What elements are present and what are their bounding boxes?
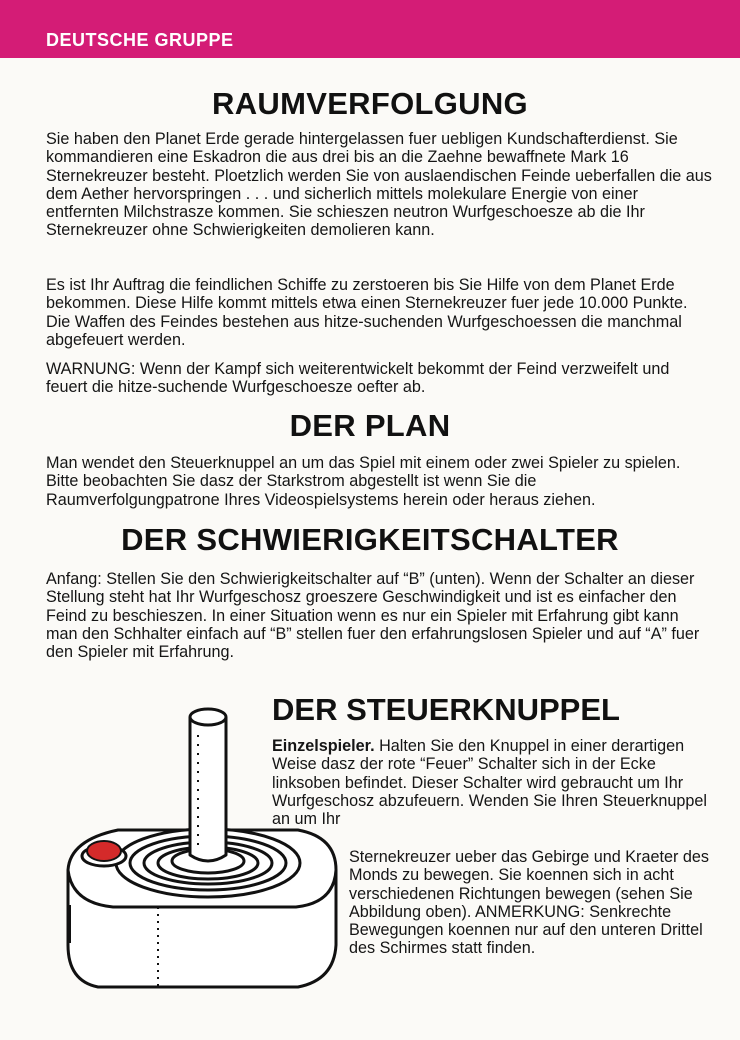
group-label: DEUTSCHE GRUPPE xyxy=(46,30,234,50)
single-player-paragraph xyxy=(272,737,712,828)
difficulty-paragraph: Anfang: Stellen Sie den Schwierigkeitschalter auf “B” (unten). Wenn der Schalter an dieser Stellung steht hat Ihr Wurfgeschosz groeszere Geschwindigkeit und ist es einfacher den Feind zu beschieszen. In einer Situation wenn es nur ein Spieler mit Erfahrung gibt kann man den Schhalter einfach auf “B” stellen fuer den erfahrungslosen Spieler und auf “A” fuer den Spieler mit Erfahrung. xyxy=(46,570,700,662)
fire-button-icon xyxy=(87,841,121,861)
intro-paragraph: Sie haben den Planet Erde gerade hintergelassen fuer uebligen Kundschafterdienst. Sie kommandieren eine Eskadron die aus drei bis an die Zaehne bewaffnete Mark 16 Sternekreuzer besteht. Ploetzlich werden Sie von auslaendischen Feinde ueberfallen die aus dem Aether hervorspringen . . . und sicherlich mittels molekulare Energie von einer entfernten Milchstrasze kommen. Sie schieszen neutron Wurfgeschoesze ab die Ihr Sternekreuzer ohne Schwierigkeiten demolieren kann. xyxy=(46,130,712,240)
single-player-text-top: Halten Sie den Knuppel in einer derartigen Weise dasz der rote “Feuer” Schalter sich in der Ecke linksoben befindet. Dieser Schalter wird gebraucht um Ihr Wurfgeschosz abzufeuern. Wenden Sie Ihren Steuerknuppel an um Ihr xyxy=(272,737,707,829)
plan-paragraph: Man wendet den Steuerknuppel an um das Spiel mit einem oder zwei Spieler zu spielen. Bitte beobachten Sie dasz der Starkstrom abgestellt ist wenn Sie die Raumverfolgungpatrone Ihres Videospielsystems herein oder heraus ziehen. xyxy=(46,454,681,509)
single-player-label: Einzelspieler. xyxy=(272,737,375,755)
single-player-text-bottom: Sternekreuzer ueber das Gebirge und Kraeter des Monds zu bewegen. Sie koennen sich in acht verschiedenen Richtungen bewegen (sehen Sie Abbildung oben). ANMERKUNG: Senkrechte Bewegungen koennen nur auf den unteren Drittel des Schirmes statt finden. xyxy=(349,848,709,958)
mission-paragraph: Es ist Ihr Auftrag die feindlichen Schiffe zu zerstoeren bis Sie Hilfe von dem Planet Erde bekommen. Diese Hilfe kommt mittels etwa einen Sternekreuzer fuer jede 10.000 Punkte. Die Waffen des Feindes bestehen aus hitze-suchenden Wurfgeschoessen die manchmal abgefeuert werden. xyxy=(46,276,688,349)
title-raumverfolgung: RAUMVERFOLGUNG xyxy=(212,86,528,121)
warning-paragraph: WARNUNG: Wenn der Kampf sich weiterentwickelt bekommt der Feind verzweifelt und feuert die hitze-suchende Wurfgeschoesze oefter ab. xyxy=(46,360,670,397)
title-der-plan: DER PLAN xyxy=(289,408,451,443)
title-steuerknuppel: DER STEUERKNUPPEL xyxy=(272,692,620,727)
title-schwierigkeitschalter: DER SCHWIERIGKEITSCHALTER xyxy=(121,522,619,557)
